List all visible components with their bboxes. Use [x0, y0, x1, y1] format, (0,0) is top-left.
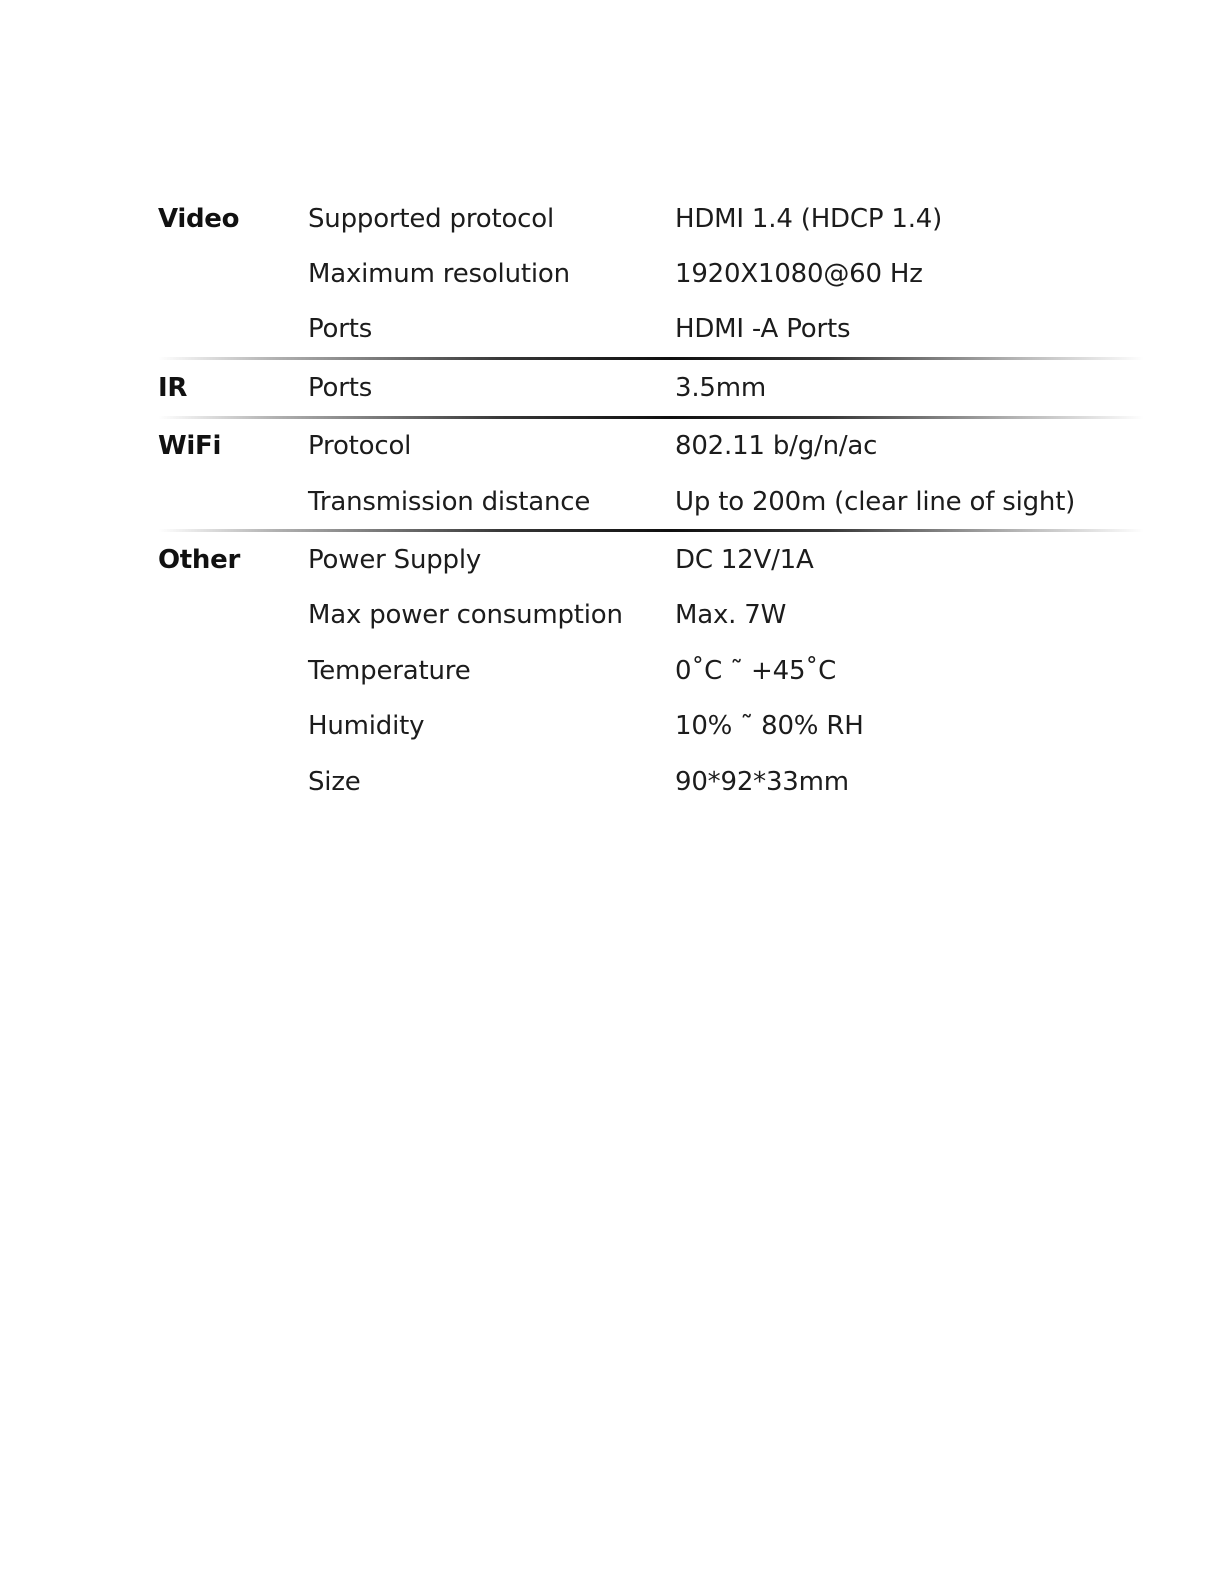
spec-group-ir [158, 360, 1144, 415]
spec-group-wifi [158, 419, 1144, 530]
spec-value: Max. 7W [675, 600, 787, 631]
spec-row [158, 474, 1144, 529]
spec-row [158, 588, 1144, 643]
spec-row [158, 699, 1144, 754]
spec-value: Up to 200m (clear line of sight) [675, 486, 1076, 517]
spec-label: Temperature [308, 655, 471, 686]
spec-value: 90*92*33mm [675, 766, 849, 797]
spec-group-video [158, 191, 1144, 357]
spec-label: Humidity [308, 711, 425, 742]
spec-row [158, 302, 1144, 357]
spec-value: 0˚C ˜ +45˚C [675, 655, 837, 686]
spec-label: Protocol [308, 431, 412, 462]
spec-table [158, 191, 1144, 809]
spec-group-other [158, 532, 1144, 809]
spec-label: Size [308, 766, 361, 797]
spec-label: Max power consumption [308, 600, 623, 631]
spec-row [158, 754, 1144, 809]
spec-value: HDMI 1.4 (HDCP 1.4) [675, 203, 943, 234]
spec-value: 3.5mm [675, 372, 767, 403]
spec-label: Ports [308, 314, 373, 345]
spec-row [158, 532, 1144, 587]
spec-row [158, 360, 1144, 415]
category-label: Video [158, 203, 240, 234]
spec-label: Power Supply [308, 545, 482, 576]
spec-value: 1920X1080@60 Hz [675, 259, 923, 290]
category-label: Other [158, 545, 240, 576]
spec-label: Supported protocol [308, 203, 555, 234]
spec-row [158, 191, 1144, 246]
spec-label: Ports [308, 372, 373, 403]
category-label: IR [158, 372, 188, 403]
spec-label: Maximum resolution [308, 259, 570, 290]
spec-value: DC 12V/1A [675, 545, 814, 576]
category-label: WiFi [158, 431, 222, 462]
spec-label: Transmission distance [308, 486, 591, 517]
spec-value: HDMI -A Ports [675, 314, 851, 345]
spec-row [158, 419, 1144, 474]
spec-row [158, 643, 1144, 698]
spec-value: 802.11 b/g/n/ac [675, 431, 878, 462]
spec-row [158, 246, 1144, 301]
spec-value: 10% ˜ 80% RH [675, 711, 864, 742]
